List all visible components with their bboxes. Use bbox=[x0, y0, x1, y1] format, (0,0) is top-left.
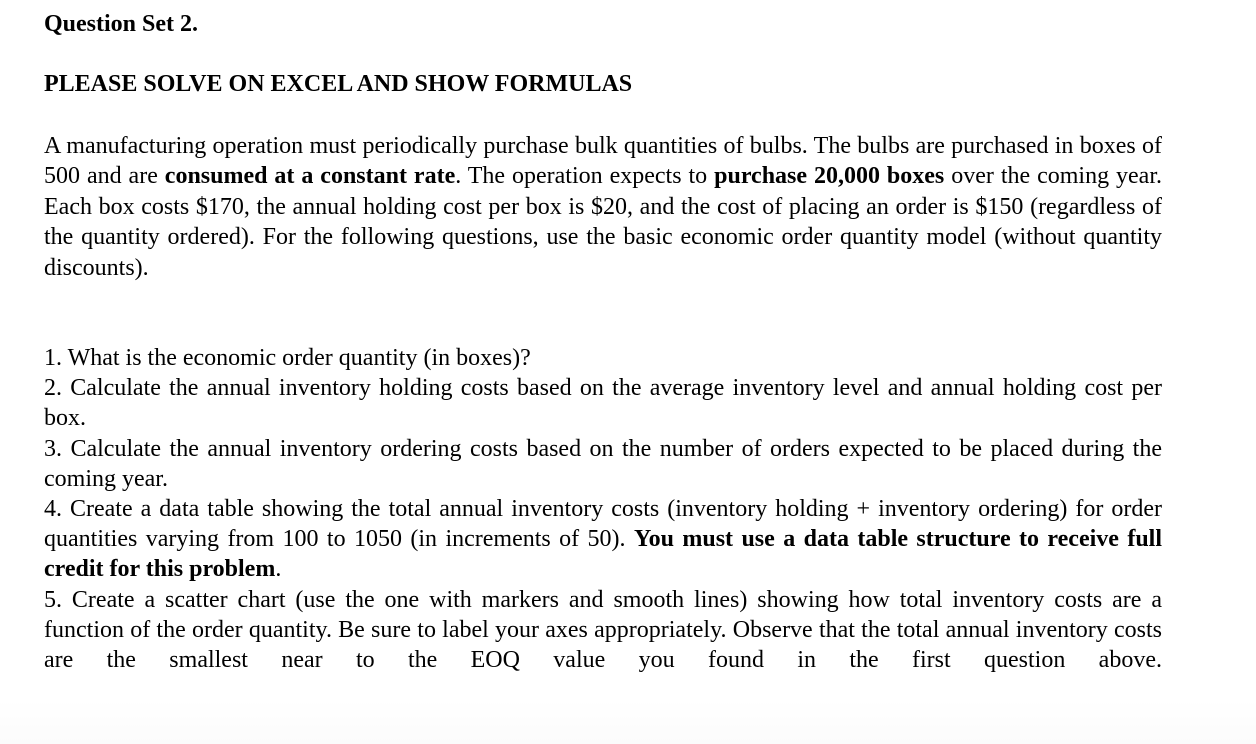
question-list bbox=[44, 343, 1162, 675]
intro-bold-constant-rate: consumed at a constant rate bbox=[164, 163, 456, 190]
question-set-title: Question Set 2. bbox=[44, 11, 199, 37]
question-2: 2. Calculate the annual inventory holding costs based on the average inventory level and annual holding cost per box. bbox=[44, 375, 1162, 432]
intro-paragraph bbox=[44, 131, 1162, 283]
question-4-bold: You must use a data table structure to receive full credit for this problem bbox=[44, 526, 1162, 583]
question-3: 3. Calculate the annual inventory ordering costs based on the number of orders expected to be placed during the coming year. bbox=[44, 435, 1162, 492]
page-bottom-edge bbox=[0, 700, 1256, 744]
instruction-heading: PLEASE SOLVE ON EXCEL AND SHOW FORMULAS bbox=[44, 71, 633, 97]
question-4 bbox=[44, 494, 1162, 585]
intro-text-2: . The operation expects to bbox=[455, 163, 715, 190]
intro-text-3: over the coming year. Each box costs $170, the annual holding cost per box is $20, and the cost of placing an order is $150 (regardless of the quantity ordered). For the following questions, use the basic economic order quantity model (without quantity discounts). bbox=[44, 163, 1162, 281]
question-4-period: . bbox=[275, 556, 282, 583]
intro-bold-purchase: purchase 20,000 boxes bbox=[714, 163, 945, 190]
question-4-text: 4. Create a data table showing the total annual inventory costs (inventory holding + inventory ordering) for order quantities varying from 100 to 1050 (in increments of 50). bbox=[44, 496, 1162, 553]
intro-text-1: A manufacturing operation must periodically purchase bulk quantities of bulbs. The bulbs are purchased in boxes of 500 and are bbox=[44, 133, 1162, 190]
question-5: 5. Create a scatter chart (use the one with markers and smooth lines) showing how total inventory costs are a function of the order quantity. Be sure to label your axes appropriately. Observe that the total annual inventory costs are the smallest near to the EOQ value you found in the first question above. bbox=[44, 586, 1162, 674]
question-1: 1. What is the economic order quantity (in boxes)? bbox=[44, 345, 531, 371]
